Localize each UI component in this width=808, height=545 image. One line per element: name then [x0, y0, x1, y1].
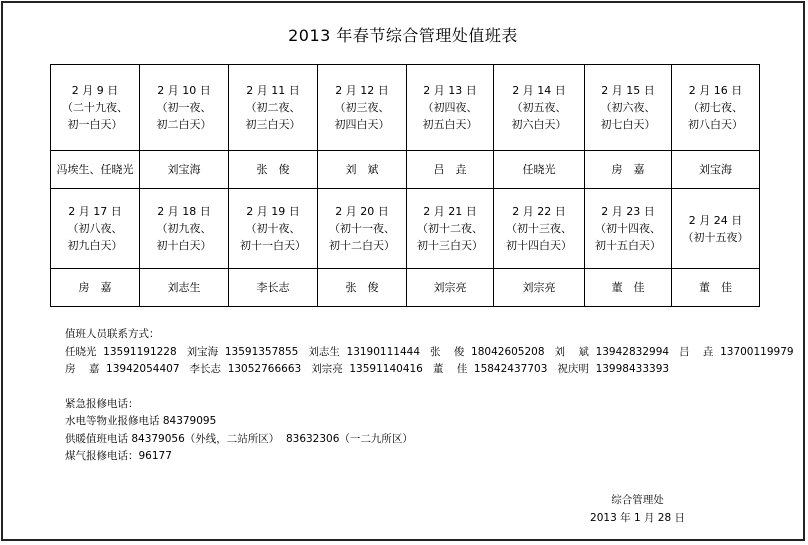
emergency-line-2: 供暖值班电话 84379056（外线，二站所区） 83632306（一二九所区）	[65, 432, 413, 445]
lunar-period-label: 初四白天）	[334, 118, 390, 131]
date-cell	[229, 65, 318, 151]
issuer-org: 综合管理处	[611, 494, 664, 506]
date-cell	[140, 65, 229, 151]
lunar-period-label: 初八白天）	[688, 118, 743, 131]
lunar-period-label: 初十二白天）	[329, 239, 395, 252]
lunar-period-label: （初十一夜、	[329, 222, 395, 235]
staff-name-cell: 张 俊	[318, 269, 407, 307]
table-row-names-week1	[51, 151, 760, 189]
lunar-period-label: （初七夜、	[688, 101, 743, 114]
lunar-period-label: 初十一白天）	[240, 239, 306, 252]
lunar-period-label: 初七白天）	[600, 118, 656, 131]
staff-name-cell: 房 嘉	[585, 151, 672, 189]
date-cell	[585, 189, 672, 269]
lunar-period-label: （初二夜、	[245, 101, 301, 114]
staff-name-cell: 张 俊	[229, 151, 318, 189]
date-label: 2 月 23 日	[601, 205, 655, 218]
date-label: 2 月 24 日	[688, 213, 743, 227]
table-row-names-week2	[51, 269, 760, 307]
date-label: 2 月 17 日	[68, 205, 122, 218]
staff-name-cell: 吕 垚	[407, 151, 494, 189]
contact-section	[65, 326, 794, 466]
date-label: 2 月 18 日	[157, 205, 211, 218]
staff-name-cell: 董 佳	[672, 269, 760, 307]
contacts-heading: 值班人员联系方式：	[65, 328, 160, 340]
lunar-period-label: （二十九夜、	[62, 101, 128, 114]
staff-name-cell: 刘志生	[140, 269, 229, 307]
page-title: 2013 年春节综合管理处值班表	[288, 26, 518, 45]
lunar-period-label: （初六夜、	[600, 101, 656, 114]
staff-name-cell: 房 嘉	[51, 269, 140, 307]
lunar-period-label: （初十三夜、	[506, 222, 572, 235]
date-cell	[672, 65, 760, 151]
contacts-line-1: 任晓光 13591191228 刘宝海 13591357855 刘志生 13190111444 张 俊 18042605208 刘 斌 13942832994 吕 垚 13700119979	[65, 345, 794, 358]
table-row-dates-week1	[51, 65, 760, 151]
date-label: 2 月 15 日	[601, 84, 655, 97]
lunar-period-label: （初九夜、	[156, 222, 212, 235]
date-label: 2 月 22 日	[512, 205, 566, 218]
lunar-period-label: 初五白天）	[422, 118, 478, 131]
contacts-line-2: 房 嘉 13942054407 李长志 13052766663 刘宗亮 13591140416 董 佳 15842437703 祝庆明 13998433393	[65, 363, 670, 375]
lunar-period-label: 初十三白天）	[417, 239, 483, 252]
date-cell	[229, 189, 318, 269]
date-cell	[318, 65, 407, 151]
staff-name-cell: 刘宝海	[672, 151, 760, 189]
lunar-period-label: 初十五白天）	[595, 239, 661, 252]
lunar-period-label: （初三夜、	[334, 101, 390, 114]
lunar-period-label: （初十四夜、	[595, 222, 661, 235]
date-cell	[672, 189, 760, 269]
staff-name-cell: 刘宝海	[140, 151, 229, 189]
emergency-heading: 紧急报修电话：	[65, 397, 139, 410]
date-cell	[51, 65, 140, 151]
date-cell	[494, 65, 585, 151]
staff-name-cell: 刘 斌	[318, 151, 407, 189]
date-cell	[140, 189, 229, 269]
lunar-period-label: （初五夜、	[511, 101, 567, 114]
staff-name-cell: 刘宗亮	[494, 269, 585, 307]
lunar-period-label: 初十白天）	[156, 239, 212, 252]
date-cell	[494, 189, 585, 269]
date-label: 2 月 9 日	[71, 84, 119, 97]
staff-name-cell: 李长志	[229, 269, 318, 307]
date-label: 2 月 21 日	[423, 205, 477, 218]
staff-name-cell: 刘宗亮	[407, 269, 494, 307]
date-cell	[407, 189, 494, 269]
signature-block	[590, 491, 685, 527]
emergency-line-3: 煤气报修电话：96177	[65, 450, 172, 462]
date-label: 2 月 13 日	[423, 84, 477, 97]
lunar-period-label: 初二白天）	[156, 118, 212, 131]
emergency-line-1: 水电等物业报修电话 84379095	[65, 415, 217, 427]
lunar-period-label: 初十四白天）	[506, 239, 572, 252]
staff-name-cell: 任晓光	[494, 151, 585, 189]
lunar-period-label: （初十二夜、	[417, 222, 483, 235]
date-label: 2 月 16 日	[688, 84, 743, 97]
lunar-period-label: 初三白天）	[245, 118, 301, 131]
date-label: 2 月 12 日	[335, 84, 389, 97]
staff-name-cell: 冯埃生、任晓光	[51, 151, 140, 189]
duty-roster-document	[1, 1, 805, 541]
duty-schedule-table	[50, 64, 760, 307]
date-cell	[51, 189, 140, 269]
issue-date: 2013 年 1 月 28 日	[590, 512, 685, 524]
staff-name-cell: 董 佳	[585, 269, 672, 307]
date-cell	[407, 65, 494, 151]
date-label: 2 月 11 日	[246, 84, 300, 97]
lunar-period-label: （初四夜、	[422, 101, 478, 114]
lunar-period-label: （初十夜、	[245, 222, 301, 235]
date-label: 2 月 14 日	[512, 84, 566, 97]
date-label: 2 月 19 日	[246, 205, 300, 218]
table-row-dates-week2	[51, 189, 760, 269]
lunar-period-label: （初一夜、	[156, 101, 212, 114]
lunar-period-label: 初九白天）	[67, 239, 123, 252]
date-label: 2 月 20 日	[335, 205, 389, 218]
lunar-period-label: 初一白天）	[67, 118, 123, 131]
lunar-period-label: （初八夜、	[67, 222, 123, 235]
lunar-period-label: （初十五夜）	[682, 230, 749, 244]
date-cell	[585, 65, 672, 151]
date-cell	[318, 189, 407, 269]
date-label: 2 月 10 日	[157, 84, 211, 97]
lunar-period-label: 初六白天）	[511, 118, 567, 131]
